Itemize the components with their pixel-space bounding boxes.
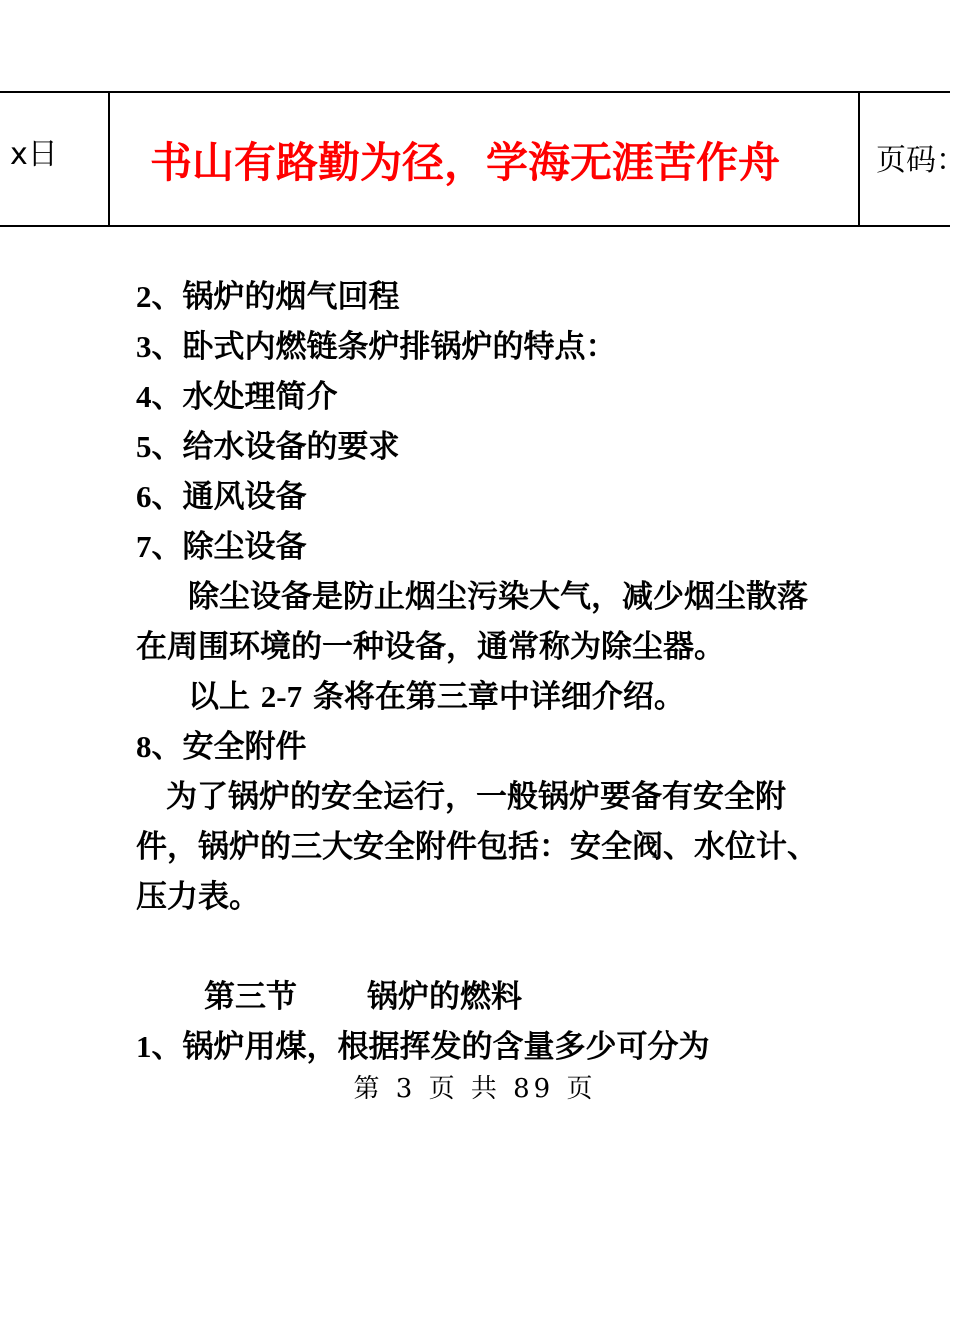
- list-item: [136, 372, 876, 422]
- item-number: 4: [136, 379, 152, 414]
- list-item: [136, 472, 876, 522]
- blank-line: [136, 922, 876, 972]
- reference-text-post: 条将在第三章中详细介绍。: [302, 679, 685, 715]
- item-text: 、通风设备: [151, 479, 307, 515]
- item-text: 、锅炉的烟气回程: [151, 279, 400, 315]
- item-text: 、水处理简介: [151, 379, 338, 415]
- list-item: [136, 1022, 876, 1072]
- reference-text-pre: 以上: [188, 679, 261, 715]
- item-text: 、卧式内燃链条炉排锅炉的特点：: [151, 329, 617, 365]
- item-number: 3: [136, 329, 152, 364]
- item-text: 、除尘设备: [151, 529, 307, 565]
- list-item: [136, 322, 876, 372]
- item-number: 7: [136, 529, 152, 564]
- list-item: [136, 522, 876, 572]
- item-number: 2: [136, 279, 152, 314]
- paragraph-safety-line3: 压力表。: [136, 879, 260, 915]
- item-text: 、安全附件: [151, 729, 307, 765]
- section-title: 锅炉的燃料: [367, 979, 522, 1015]
- header-motto: 书山有路勤为径，学海无涯苦作舟: [150, 138, 781, 187]
- item-number: 6: [136, 479, 152, 514]
- section-label: 第三节: [204, 979, 297, 1015]
- header-date-cell: [0, 93, 110, 225]
- item-text: 、给水设备的要求: [151, 429, 400, 465]
- item-number: 8: [136, 729, 152, 764]
- item-text: 、锅炉用煤，根据挥发的含量多少可分为: [151, 1029, 710, 1065]
- paragraph-dust-line2: 在周围环境的一种设备，通常称为除尘器。: [136, 629, 725, 665]
- header-date-text: x日: [10, 137, 58, 172]
- paragraph-reference: [136, 672, 876, 722]
- paragraph-safety-line2: 件，锅炉的三大安全附件包括：安全阀、水位计、: [136, 829, 818, 865]
- section-heading: [136, 972, 876, 1022]
- list-item: [136, 272, 876, 322]
- list-item: [136, 722, 876, 772]
- document-body: [136, 272, 876, 1072]
- reference-range: 2-7: [260, 679, 303, 714]
- list-item: [136, 422, 876, 472]
- page-footer: 第 3 页 共 89 页: [353, 1074, 597, 1104]
- header-page-cell: [860, 93, 966, 225]
- item-number: 1: [136, 1029, 152, 1064]
- header-table: [0, 91, 966, 227]
- item-number: 5: [136, 429, 152, 464]
- paragraph-safety-line1: 为了锅炉的安全运行，一般锅炉要备有安全附: [166, 779, 786, 815]
- header-motto-cell: [110, 93, 860, 225]
- header-page-label: 页码：: [876, 143, 966, 178]
- paragraph-dust-line1: 除尘设备是防止烟尘污染大气，减少烟尘散落: [188, 579, 808, 615]
